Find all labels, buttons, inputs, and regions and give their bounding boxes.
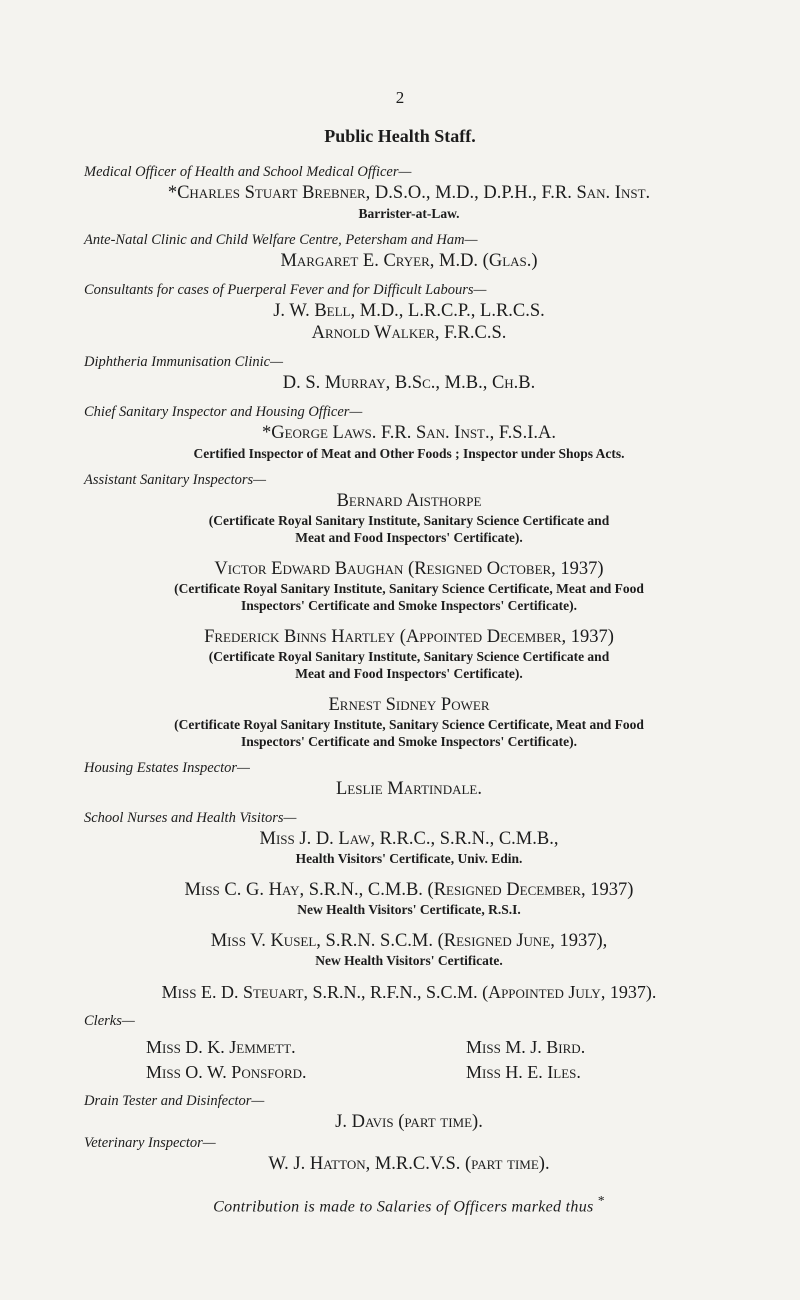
inspector-note: Inspectors' Certificate and Smoke Inspectors' Certificate). [241,598,577,613]
drain-label: Drain Tester and Disinfector— [84,1093,265,1109]
inspector-name: Bernard Aisthorpe [336,491,482,511]
chief-inspector-name: *George Laws. F.R. San. Inst., F.S.I.A. [261,423,556,443]
housing-name: Leslie Martindale. [336,779,482,799]
vet-label: Veterinary Inspector— [84,1135,216,1151]
inspector-name: Frederick Binns Hartley (Appointed December, 1937) [204,627,614,647]
chief-inspector-note: Certified Inspector of Meat and Other Foods ; Inspector under Shops Acts. [193,446,625,461]
inspector-note: (Certificate Royal Sanitary Institute, Sanitary Science Certificate and [208,649,610,664]
antenatal-label: Ante-Natal Clinic and Child Welfare Centre, Petersham and Ham— [84,232,478,248]
moh-label: Medical Officer of Health and School Medical Officer— [84,164,412,180]
inspector-note: Meat and Food Inspectors' Certificate). [295,530,523,545]
diphtheria-label: Diphtheria Immunisation Clinic— [84,354,283,370]
moh-name: *Charles Stuart Brebner, D.S.O., M.D., D.P.H., F.R. San. Inst. [167,183,651,203]
chief-inspector-label: Chief Sanitary Inspector and Housing Officer— [84,404,363,420]
consultants-label: Consultants for cases of Puerperal Fever and for Difficult Labours— [84,282,487,298]
inspector-name: Victor Edward Baughan (Resigned October, 1937) [214,559,604,579]
inspector-note: (Certificate Royal Sanitary Institute, Sanitary Science Certificate and [208,513,610,528]
page-number: 2 [395,88,405,107]
inspector-name: Ernest Sidney Power [328,695,490,715]
antenatal-name: Margaret E. Cryer, M.D. (Glas.) [280,251,538,271]
inspector-note: Meat and Food Inspectors' Certificate). [295,666,523,681]
moh-note: Barrister-at-Law. [358,206,460,221]
footer-note [84,1193,734,1216]
drain-name: J. Davis (part time). [335,1112,483,1132]
nurse-name: Miss V. Kusel, S.R.N. S.C.M. (Resigned June, 1937), [210,931,608,951]
clerk-name: Miss M. J. Bird. [466,1037,586,1057]
housing-label: Housing Estates Inspector— [84,760,250,776]
nurse-name: Miss E. D. Steuart, S.R.N., R.F.N., S.C.M. (Appointed July, 1937). [161,982,657,1002]
clerk-name: Miss H. E. Iles. [466,1062,581,1082]
assistant-inspectors-label: Assistant Sanitary Inspectors— [84,472,267,488]
vet-name: W. J. Hatton, M.R.C.V.S. (part time). [268,1154,550,1174]
nurse-name: Miss J. D. Law, R.R.C., S.R.N., C.M.B., [259,829,559,849]
clerk-name: Miss O. W. Ponsford. [146,1062,307,1082]
page-title: Public Health Staff. [324,126,476,146]
clerks-label: Clerks— [84,1013,135,1029]
footer-text: Contribution is made to Salaries of Officers marked thus [213,1198,594,1216]
inspector-note: (Certificate Royal Sanitary Institute, Sanitary Science Certificate, Meat and Food [174,581,644,596]
nurse-note: New Health Visitors' Certificate, R.S.I. [297,902,521,917]
clerks-grid [84,1035,734,1085]
inspector-note: Inspectors' Certificate and Smoke Inspectors' Certificate). [241,734,577,749]
clerk-name: Miss D. K. Jemmett. [146,1037,296,1057]
asterisk-icon: * [597,1193,605,1208]
inspector-note: (Certificate Royal Sanitary Institute, Sanitary Science Certificate, Meat and Food [174,717,644,732]
diphtheria-name: D. S. Murray, B.Sc., M.B., Ch.B. [282,373,536,393]
nurse-note: Health Visitors' Certificate, Univ. Edin. [295,851,523,866]
nurses-label: School Nurses and Health Visitors— [84,810,297,826]
consultant-name-1: J. W. Bell, M.D., L.R.C.P., L.R.C.S. [273,301,545,321]
nurse-name: Miss C. G. Hay, S.R.N., C.M.B. (Resigned December, 1937) [184,880,634,900]
staff-list [84,162,734,1216]
consultant-name-2: Arnold Walker, F.R.C.S. [311,323,507,343]
nurse-note: New Health Visitors' Certificate. [315,953,503,968]
